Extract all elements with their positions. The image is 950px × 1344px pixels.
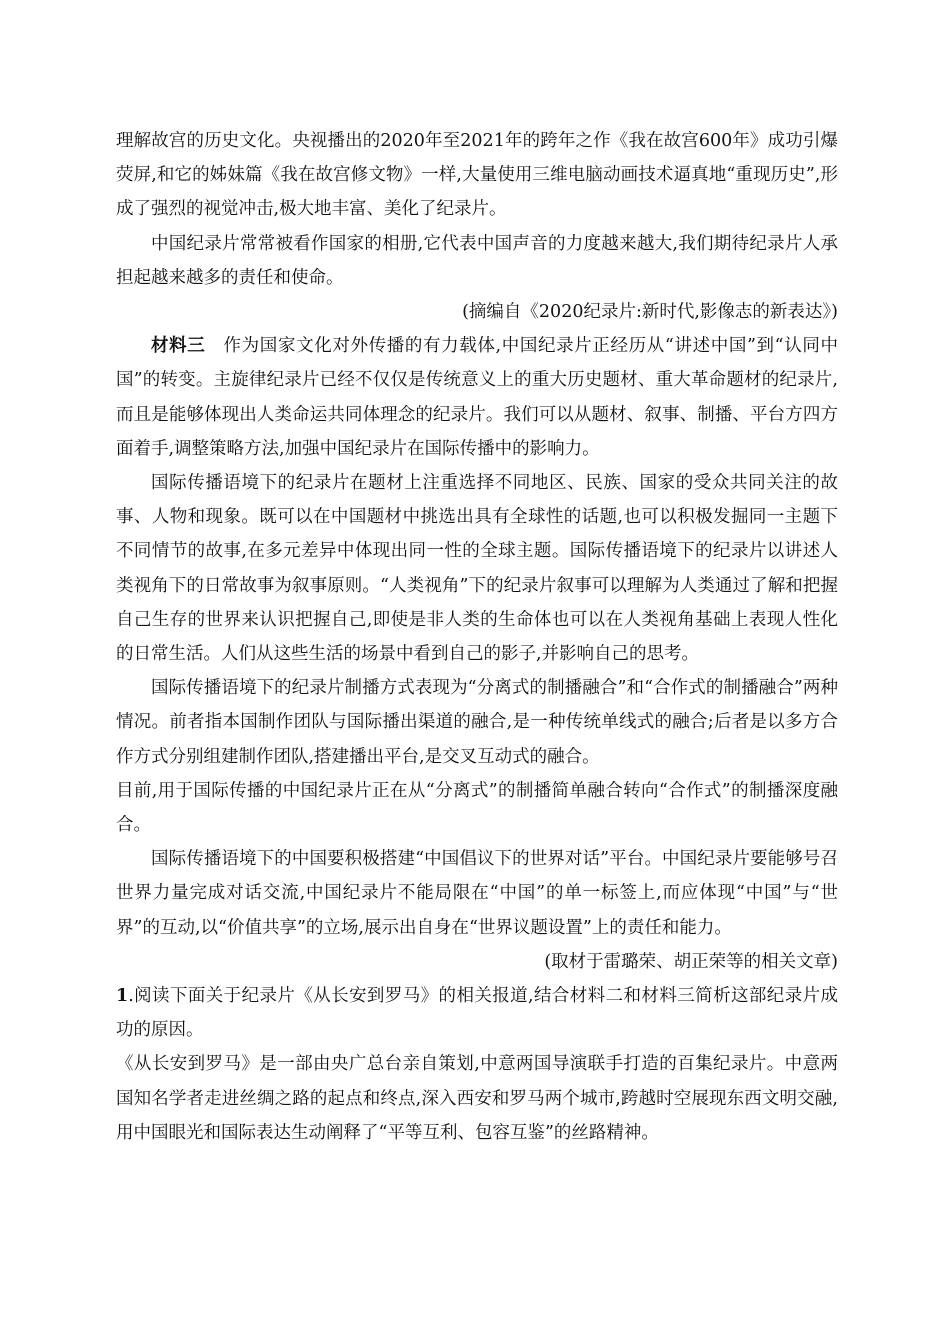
material3-intro-text: 作为国家文化对外传播的有力载体,中国纪录片正经历从“讲述中国”到“认同中国”的转变。主旋律纪录片已经不仅仅是传统意义上的重大历史题材、重大革命题材的纪录片,而且是能够体现出人类命运共同体理念的纪录片。我们可以从题材、叙事、制播、平台方四方面着手,调整策略方法,加强中国纪录片在国际传播中的影响力。 (116, 336, 839, 459)
paragraph-national-album: 中国纪录片常常被看作国家的相册,它代表中国声音的力度越来越大,我们期待纪录片人承担起越来越多的责任和使命。 (116, 233, 838, 288)
document-page (116, 124, 838, 1150)
paragraph-production-broadcast: 国际传播语境下的纪录片制播方式表现为“分离式的制播融合”和“合作式的制播融合”两种情况。前者指本国制作团队与国际播出渠道的融合,是一种传统单线式的融合;后者是以多方合作方式分别组建制作团队,搭建播出平台,是交叉互动式的融合。 (116, 678, 838, 767)
question-number: 1 (116, 986, 129, 1007)
paragraph-material3-intro (116, 329, 838, 466)
paragraph-palace-documentary: 理解故宫的历史文化。央视播出的2020年至2021年的跨年之作《我在故宫600年》成功引爆荧屏,和它的姊妹篇《我在故宫修文物》一样,大量使用三维电脑动画技术逼真地“重现历史”,形成了强烈的视觉冲击,极大地丰富、美化了纪录片。 (116, 131, 838, 220)
question-1-prompt (116, 979, 838, 1047)
question-text: .阅读下面关于纪录片《从长安到罗马》的相关报道,结合材料二和材料三简析这部纪录片成功的原因。 (116, 986, 838, 1041)
source-citation-material3: (取材于雷璐荣、胡正荣等的相关文章) (544, 951, 838, 972)
source-citation-material2: (摘编自《2020纪录片:新时代,影像志的新表达》) (462, 302, 838, 323)
paragraph-world-dialogue: 国际传播语境下的中国要积极搭建“中国倡议下的世界对话”平台。中国纪录片要能够号召世界力量完成对话交流,中国纪录片不能局限在“中国”的单一标签上,而应体现“中国”与“世界”的互动,以“价值共享”的立场,展示出自身在“世界议题设置”上的责任和能力。 (116, 849, 838, 938)
question-1-passage: 《从长安到罗马》是一部由央广总台亲自策划,中意两国导演联手打造的百集纪录片。中意两国知名学者走进丝绸之路的起点和终点,深入西安和罗马两个城市,跨越时空展现东西文明交融,用中国眼光和国际表达生动阐释了“平等互利、包容互鉴”的丝路精神。 (116, 1054, 838, 1143)
paragraph-deep-integration: 目前,用于国际传播的中国纪录片正在从“分离式”的制播简单融合转向“合作式”的制播深度融合。 (116, 780, 838, 836)
material3-label: 材料三 (151, 336, 206, 357)
paragraph-subject-narrative: 国际传播语境下的纪录片在题材上注重选择不同地区、民族、国家的受众共同关注的故事、人物和现象。既可以在中国题材中挑选出具有全球性的话题,也可以积极发掘同一主题下不同情节的故事,在多元差异中体现出同一性的全球主题。国际传播语境下的纪录片以讲述人类视角下的日常故事为叙事原则。“人类视角”下的纪录片叙事可以理解为人类通过了解和把握自己生存的世界来认识把握自己,即使是非人类的生命体也可以在人类视角基础上表现人性化的日常生活。人们从这些生活的场景中看到自己的影子,并影响自己的思考。 (116, 473, 838, 665)
